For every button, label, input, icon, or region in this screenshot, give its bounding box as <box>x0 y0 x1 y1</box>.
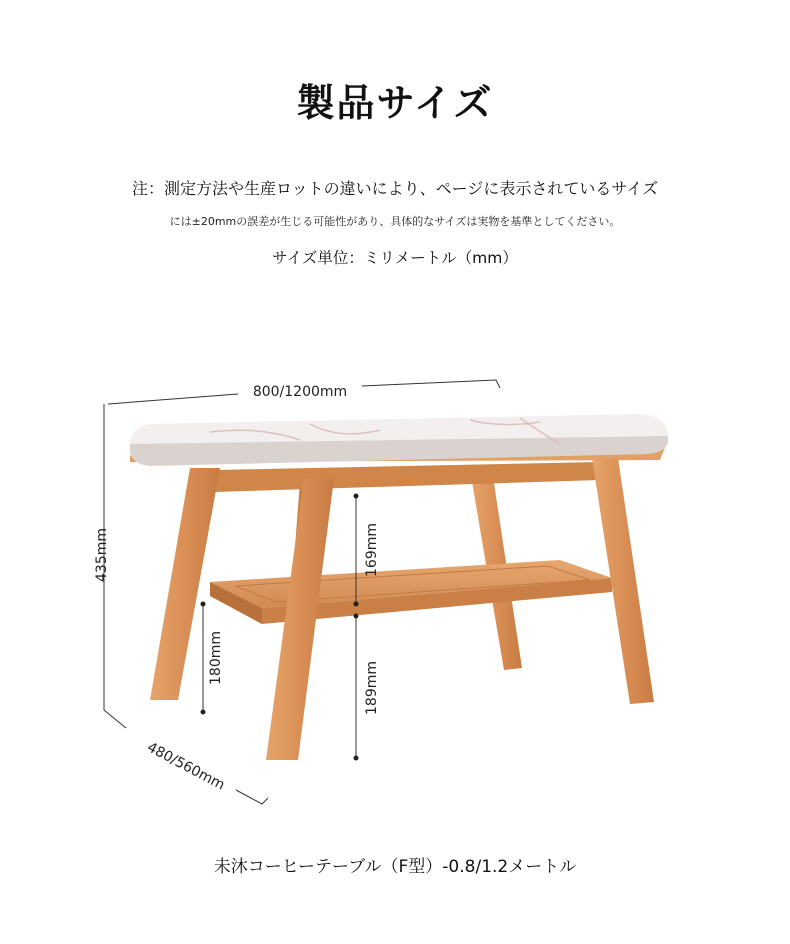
note-line-1: 注：測定方法や生産ロットの違いにより、ページに表示されているサイズ <box>131 179 659 198</box>
height-label: 435mm <box>94 528 110 582</box>
shelf-height-center-label: 189mm <box>364 661 380 715</box>
note-line-2: には±20mmの誤差が生じる可能性があり、具体的なサイズは実物を基準としてください。 <box>169 215 621 228</box>
shelf-gap-label: 169mm <box>364 523 380 577</box>
product-name: 未沐コーヒーテーブル（F型）-0.8/1.2メートル <box>213 857 577 877</box>
page-title: 製品サイズ <box>296 81 494 125</box>
shelf-height-side-label: 180mm <box>208 631 224 685</box>
depth-label: 480/560mm <box>144 739 228 794</box>
width-label: 800/1200mm <box>252 384 348 400</box>
unit-label: サイズ単位：ミリメートル（mm） <box>272 249 518 267</box>
lower-shelf <box>210 560 612 624</box>
